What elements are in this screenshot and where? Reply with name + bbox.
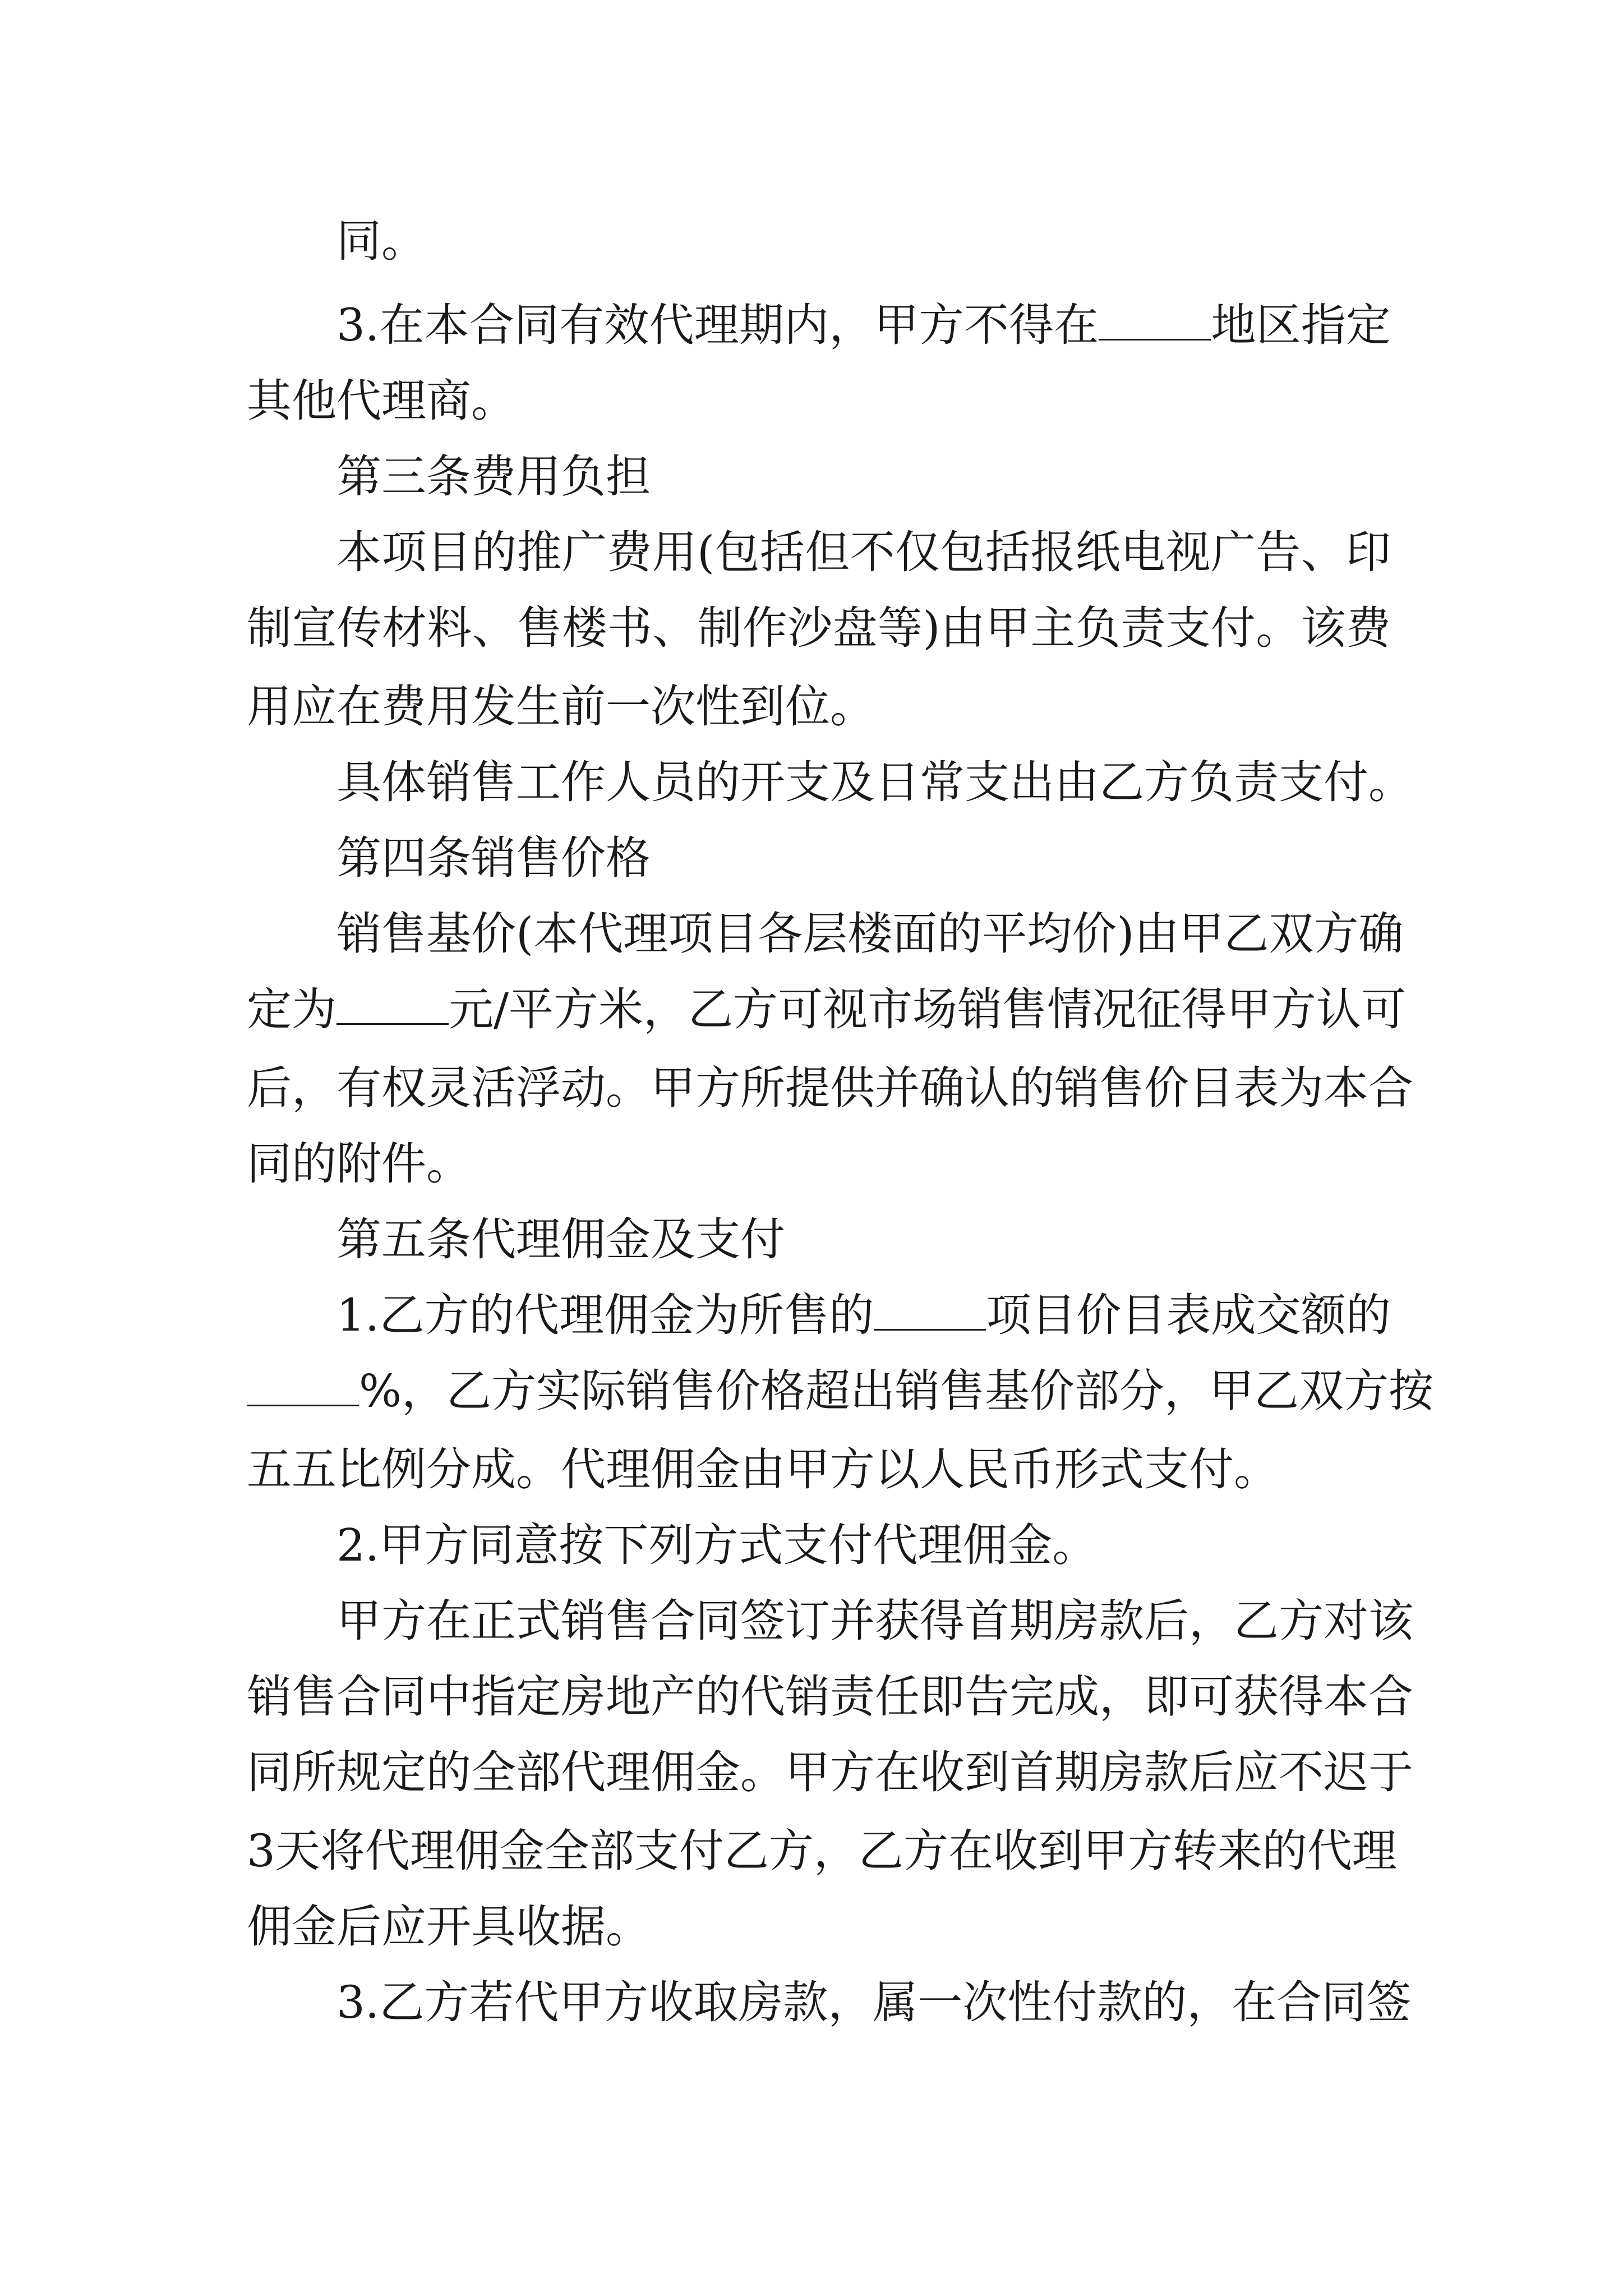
paragraph-line: 同的附件。 <box>247 1138 471 1190</box>
fill-in-blank <box>874 1292 986 1331</box>
paragraph-line: 3.乙方若代甲方收取房款，属一次性付款的，在合同签 <box>336 1976 1412 2028</box>
paragraph-line: 同所规定的全部代理佣金。甲方在收到首期房款后应不迟于 <box>247 1746 1413 1798</box>
paragraph-line: 1.乙方的代理佣金为所售的 项目价目表成交额的 <box>336 1289 1391 1341</box>
paragraph-line: 其他代理商。 <box>247 375 516 427</box>
paragraph-line: 定为 元/平方米，乙方可视市场销售情况征得甲方认可 <box>247 983 1406 1036</box>
section-heading: 第五条代理佣金及支付 <box>336 1213 785 1266</box>
fill-in-blank <box>336 986 449 1025</box>
paragraph-line: 后，有权灵活浮动。甲方所提供并确认的销售价目表为本合 <box>247 1062 1413 1114</box>
paragraph-line: %，乙方实际销售价格超出销售基价部分，甲乙双方按 <box>247 1349 1391 1433</box>
paragraph-line: 佣金后应开具收据。 <box>247 1901 651 1953</box>
paragraph-line: 本项目的推广费用(包括但不仅包括报纸电视广告、印 <box>336 526 1391 578</box>
paragraph-line: 销售基价(本代理项目各层楼面的平均价)由甲乙双方确 <box>336 908 1404 960</box>
paragraph-line: 3.在本合同有效代理期内，甲方不得在 地区指定 <box>336 299 1391 351</box>
fill-in-blank <box>1099 302 1211 341</box>
paragraph-line: 3天将代理佣金全部支付乙方，乙方在收到甲方转来的代理 <box>247 1825 1397 1877</box>
section-heading: 第四条销售价格 <box>336 832 651 884</box>
section-heading: 第三条费用负担 <box>336 450 651 503</box>
paragraph-line: 销售合同中指定房地产的代销责任即告完成，即可获得本合 <box>247 1671 1413 1723</box>
paragraph-line: 具体销售工作人员的开支及日常支出由乙方负责支付。 <box>336 756 1413 808</box>
paragraph-line: 同。 <box>336 215 426 267</box>
fill-in-blank <box>247 1368 359 1406</box>
paragraph-line: 用应在费用发生前一次性到位。 <box>247 680 875 733</box>
paragraph-line: 制宣传材料、售楼书、制作沙盘等)由甲主负责支付。该费 <box>247 602 1391 654</box>
paragraph-line: 2.甲方同意按下列方式支付代理佣金。 <box>336 1519 1098 1571</box>
paragraph-line: 甲方在正式销售合同签订并获得首期房款后，乙方对该 <box>336 1595 1413 1647</box>
paragraph-line: 五五比例分成。代理佣金由甲方以人民币形式支付。 <box>247 1443 1279 1496</box>
